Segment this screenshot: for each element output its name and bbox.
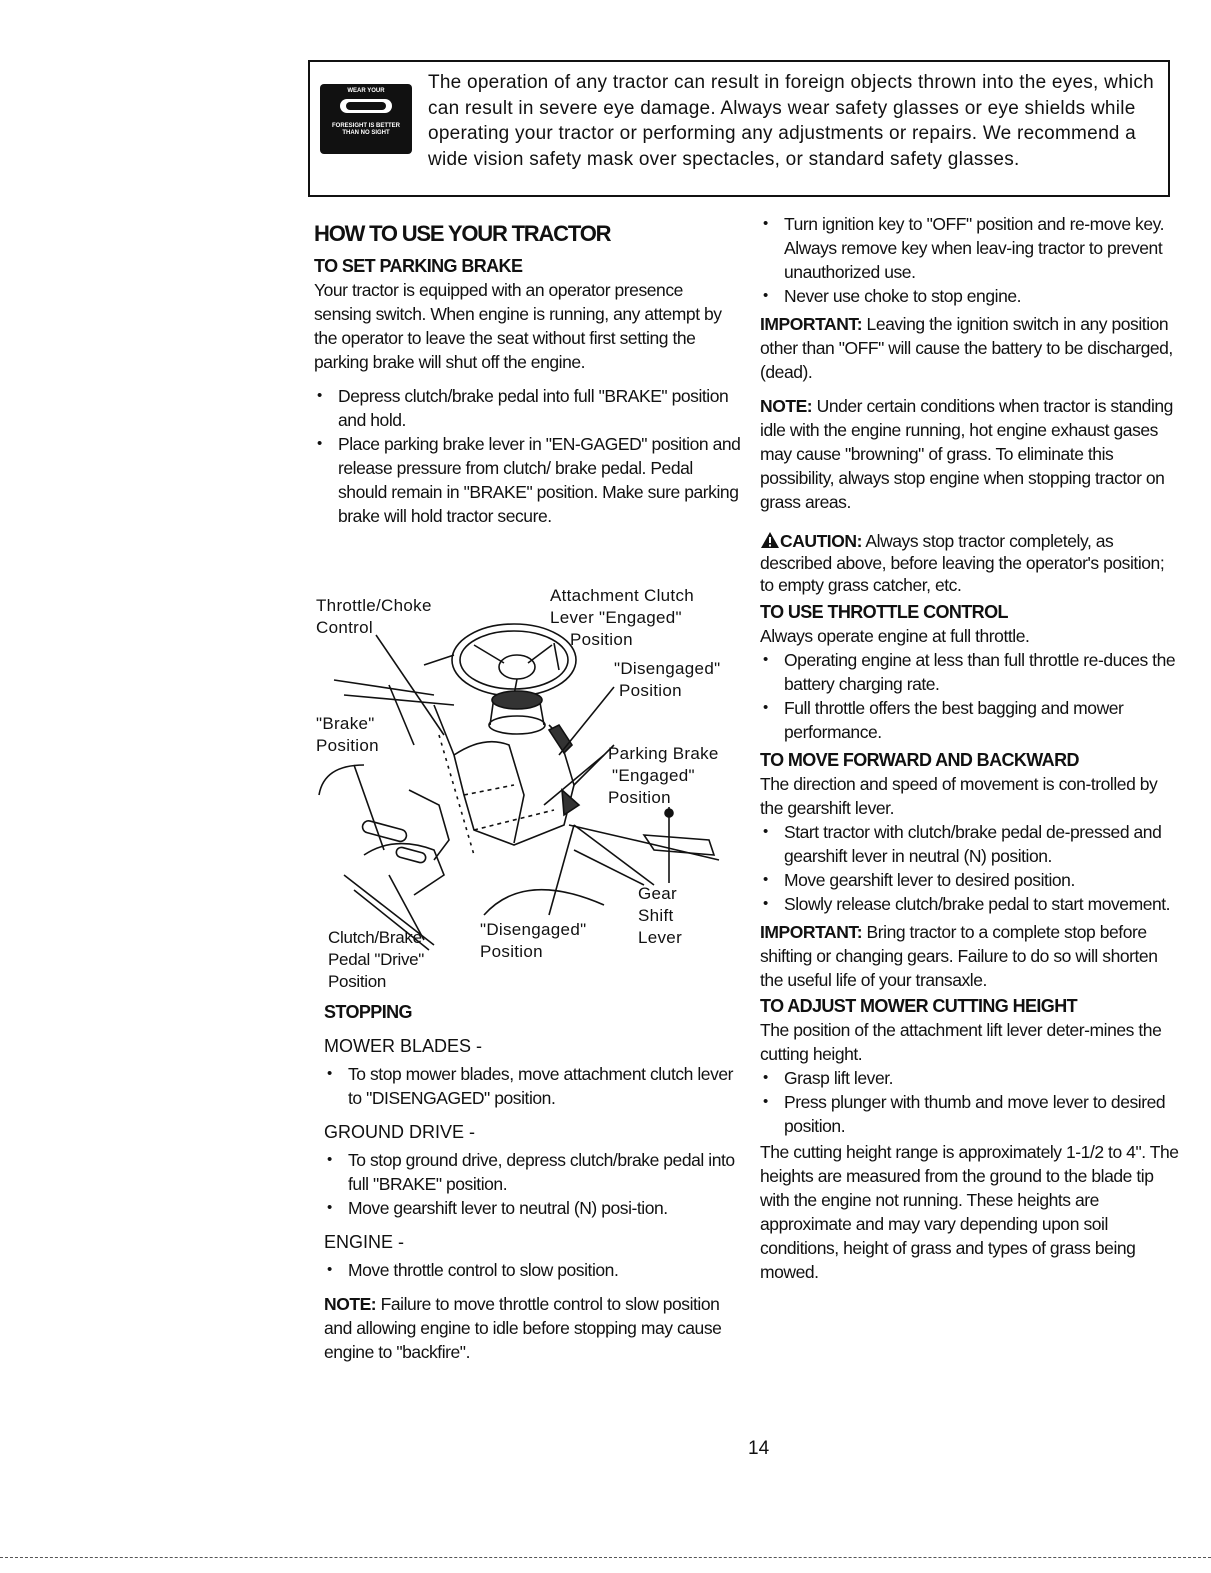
cutting-height-heading: TO ADJUST MOWER CUTTING HEIGHT xyxy=(760,996,1077,1016)
label-line: Shift xyxy=(638,906,674,925)
label-line: Position xyxy=(316,736,379,755)
icon-line: WEAR YOUR xyxy=(347,88,385,94)
parking-brake-label xyxy=(608,743,719,809)
exhaust-note xyxy=(760,394,1180,514)
move-list xyxy=(760,820,1180,916)
mower-blades-list xyxy=(324,1062,744,1110)
cutting-list xyxy=(760,1066,1180,1138)
ground-drive-list xyxy=(324,1148,744,1220)
list-item: • Slowly release clutch/brake pedal to start movement. xyxy=(760,892,1180,916)
label-line: Position xyxy=(480,942,543,961)
important-label: IMPORTANT: xyxy=(760,922,863,942)
icon-line: THAN NO SIGHT xyxy=(342,130,390,136)
warning-text: The operation of any tractor can result in foreign objects thrown into the eyes, which can result in severe eye damage. Always wear safety glasses or eye shields while operating your tractor or performing any adjustments or repairs. We recommend a wide vision safety mask over spectacles, or standard safety glasses. xyxy=(428,72,1154,170)
warning-triangle-icon xyxy=(760,531,780,549)
stopping-note xyxy=(324,1292,744,1364)
list-item: • Place parking brake lever in "EN-GAGED" position and release pressure from clutch/ brake pedal. Pedal should remain in "BRAKE" position. Make sure parking brake will hold tractor secure. xyxy=(314,432,744,528)
note-text: Under certain conditions when tractor is standing idle with the engine running, hot engine exhaust gases may cause "browning" of grass. To eliminate this possibility, always stop engine when stopping tractor on grass areas. xyxy=(760,396,1173,512)
right-column xyxy=(760,212,1180,1284)
move-text: The direction and speed of movement is con-trolled by the gearshift lever. xyxy=(760,774,1158,818)
throttle-choke-label xyxy=(316,595,432,639)
icon-line: FORESIGHT IS BETTER xyxy=(331,123,400,129)
label-line: Position xyxy=(328,972,387,991)
label-line: Position xyxy=(570,630,633,649)
list-item: • Turn ignition key to "OFF" position and re-move key. Always remove key when leav-ing tractor to prevent unauthorized use. xyxy=(760,212,1180,284)
important-label: IMPORTANT: xyxy=(760,314,863,334)
gear-shift-lever-label xyxy=(638,883,682,949)
note-text: Failure to move throttle control to slow position and allowing engine to idle before stopping may cause engine to "backfire". xyxy=(324,1294,722,1362)
stopping-section xyxy=(324,1000,744,1374)
stopping-heading: STOPPING xyxy=(324,1002,412,1022)
label-line: Position xyxy=(608,788,671,807)
engine-label: ENGINE - xyxy=(324,1232,405,1252)
list-item: • Grasp lift lever. xyxy=(760,1066,1180,1090)
parking-brake-list xyxy=(314,384,744,528)
page-title: HOW TO USE YOUR TRACTOR xyxy=(314,221,611,246)
label-line: "Brake" xyxy=(316,714,375,733)
list-item: • Full throttle offers the best bagging and mower performance. xyxy=(760,696,1180,744)
safety-glasses-icon xyxy=(320,84,412,154)
list-item: • To stop ground drive, depress clutch/brake pedal into full "BRAKE" position. xyxy=(324,1148,744,1196)
safety-warning-box xyxy=(308,60,1170,197)
left-column xyxy=(314,220,744,538)
list-item: • Press plunger with thumb and move lever to desired position. xyxy=(760,1090,1180,1138)
label-line: Attachment Clutch xyxy=(550,586,694,605)
label-line: Gear xyxy=(638,884,677,903)
attachment-clutch-label xyxy=(550,585,694,651)
list-item: • Move gearshift lever to desired position. xyxy=(760,868,1180,892)
ground-drive-label: GROUND DRIVE - xyxy=(324,1122,476,1142)
cutting-height-range-text: The cutting height range is approximately 1-1/2 to 4". The heights are measured from the ground to the blade tip with the engine not running. These heights are approximate and may vary depending upon soil conditions, height of grass and types of grass being mowed. xyxy=(760,1142,1179,1282)
disengaged-top-label xyxy=(614,658,720,702)
label-line: Pedal "Drive" xyxy=(328,950,425,969)
important-gears xyxy=(760,920,1180,992)
tractor-controls-diagram xyxy=(314,585,744,1005)
label-line: Control xyxy=(316,618,373,637)
parking-brake-heading: TO SET PARKING BRAKE xyxy=(314,256,523,276)
label-line: "Engaged" xyxy=(612,766,695,785)
page-number: 14 xyxy=(748,1438,770,1459)
caution-label: CAUTION: xyxy=(780,531,862,551)
list-item: • Operating engine at less than full throttle re-duces the battery charging rate. xyxy=(760,648,1180,696)
bottom-divider xyxy=(0,1557,1211,1558)
caution-text: Always stop tractor completely, as described above, before leaving the operator's position; to empty grass catcher, etc. xyxy=(760,531,1165,595)
label-line: Throttle/Choke xyxy=(316,596,432,615)
important-ignition xyxy=(760,312,1180,384)
throttle-list xyxy=(760,648,1180,744)
note-label: NOTE: xyxy=(760,396,813,416)
list-item: • Move throttle control to slow position. xyxy=(324,1258,744,1282)
engine-list xyxy=(324,1258,744,1282)
list-item: • To stop mower blades, move attachment clutch lever to "DISENGAGED" position. xyxy=(324,1062,744,1110)
throttle-control-heading: TO USE THROTTLE CONTROL xyxy=(760,602,1008,622)
disengaged-bottom-label xyxy=(480,919,586,963)
label-line: Position xyxy=(619,681,682,700)
important-text: Leaving the ignition switch in any position other than "OFF" will cause the battery to be discharged, (dead). xyxy=(760,314,1173,382)
clutch-brake-label xyxy=(328,927,424,993)
important-text: Bring tractor to a complete stop before shifting or changing gears. Failure to do so will shorten the useful life of your transaxle. xyxy=(760,922,1158,990)
label-line: Clutch/Brake xyxy=(328,928,422,947)
ignition-list xyxy=(760,212,1180,308)
label-line: Lever xyxy=(638,928,683,947)
throttle-text: Always operate engine at full throttle. xyxy=(760,626,1030,646)
label-line: "Disengaged" xyxy=(614,659,721,678)
move-heading: TO MOVE FORWARD AND BACKWARD xyxy=(760,750,1079,770)
cutting-text: The position of the attachment lift lever deter-mines the cutting height. xyxy=(760,1020,1162,1064)
mower-blades-label: MOWER BLADES - xyxy=(324,1036,483,1056)
glasses-icon xyxy=(336,95,396,117)
list-item: • Start tractor with clutch/brake pedal de-pressed and gearshift lever in neutral (N) position. xyxy=(760,820,1180,868)
parking-brake-text: Your tractor is equipped with an operator presence sensing switch. When engine is running, any attempt by the operator to leave the seat without first setting the parking brake will shut off the engine. xyxy=(314,280,722,372)
list-item: • Move gearshift lever to neutral (N) posi-tion. xyxy=(324,1196,744,1220)
list-item: • Depress clutch/brake pedal into full "BRAKE" position and hold. xyxy=(314,384,744,432)
note-label: NOTE: xyxy=(324,1294,377,1314)
caution-notice xyxy=(760,530,1180,596)
label-line: "Disengaged" xyxy=(480,920,587,939)
label-line: Parking Brake xyxy=(608,744,719,763)
label-line: Lever "Engaged" xyxy=(550,608,682,627)
brake-position-label xyxy=(316,713,379,757)
list-item: • Never use choke to stop engine. xyxy=(760,284,1180,308)
